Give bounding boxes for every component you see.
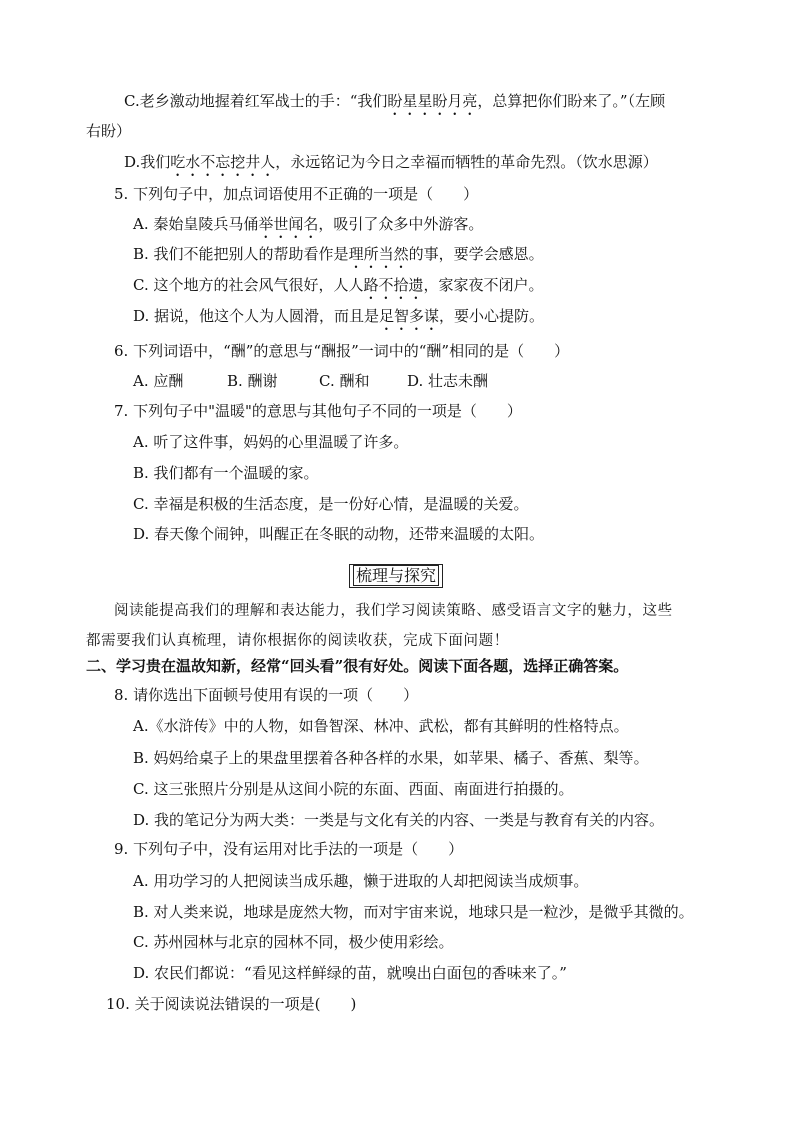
q6-option-b: B. 酬谢: [227, 372, 278, 390]
question-10-stem: 10. 关于阅读说法错误的一项是( ): [106, 995, 357, 1013]
q8-option-b: B. 妈妈给桌子上的果盘里摆着各种各样的水果，如苹果、橘子、香蕉、梨等。: [133, 749, 649, 767]
q9-option-d: D. 农民们都说：“看见这样鲜绿的苗，就嗅出白面包的香味来了。”: [133, 964, 567, 982]
question-8-stem: 8. 请你选出下面顿号使用有误的一项（ ）: [114, 686, 419, 704]
section-title: 梳理与探究: [353, 565, 439, 586]
q8-option-a: A.《水浒传》中的人物，如鲁智深、林冲、武松，都有其鲜明的性格特点。: [133, 717, 629, 735]
q6-options: [133, 370, 488, 392]
q5-option-d: D. 据说，他这个人为人圆滑，而且是足智多谋，要小心提防。: [133, 307, 545, 325]
emphasized-phrase: 吃水不忘挖井人: [170, 153, 276, 171]
question-6-stem: 6. 下列词语中，“酬”的意思与“酬报”一词中的“酬”相同的是（ ）: [114, 342, 570, 360]
q9-option-c: C. 苏州园林与北京的园林不同，极少使用彩绘。: [133, 933, 454, 951]
emphasized-phrase: 举世闻名: [258, 215, 319, 233]
q6-option-a: A. 应酬: [133, 372, 184, 390]
emphasized-phrase: 足智多谋: [379, 307, 440, 325]
emphasized-phrase: 理所当然: [348, 245, 409, 263]
question-5-stem: 5. 下列句子中，加点词语使用不正确的一项是（ ）: [114, 185, 479, 203]
q5-option-b: B. 我们不能把别人的帮助看作是理所当然的事，要学会感恩。: [133, 245, 544, 263]
question-7-stem: 7. 下列句子中"温暖"的意思与其他句子不同的一项是（ ）: [114, 402, 522, 420]
q5-option-c: C. 这个地方的社会风气很好，人人路不拾遗，家家夜不闭户。: [133, 276, 544, 294]
emphasized-phrase: 路不拾遗: [363, 276, 424, 294]
part-two-heading: 二、学习贵在温故知新，经常“回头看”很有好处。阅读下面各题，选择正确答案。: [86, 657, 629, 675]
section-intro-line1: 阅读能提高我们的理解和表达能力，我们学习阅读策略、感受语言文字的魅力，这些: [114, 603, 673, 619]
q4-option-c-line2: 右盼）: [86, 122, 132, 140]
q8-option-c: C. 这三张照片分别是从这间小院的东面、西面、南面进行拍摄的。: [133, 780, 574, 798]
q4-option-d: D.我们吃水不忘挖井人，永远铭记为今日之幸福而牺牲的革命先烈。（饮水思源）: [124, 153, 658, 171]
q6-option-d: D. 壮志未酬: [407, 372, 489, 390]
q5-option-a: A. 秦始皇陵兵马俑举世闻名，吸引了众多中外游客。: [133, 215, 484, 233]
q4-option-c-line1: C.老乡激动地握着红军战士的手：“我们盼星星盼月亮，总算把你们盼来了。”（左顾: [124, 92, 666, 110]
q8-option-d: D. 我的笔记分为两大类：一类是与文化有关的内容、一类是与教育有关的内容。: [133, 811, 665, 829]
section-title-box: [349, 564, 443, 588]
q9-option-b: B. 对人类来说，地球是庞然大物，而对宇宙来说，地球只是一粒沙，是微乎其微的。: [133, 903, 694, 921]
emphasized-phrase: 盼星星盼月亮: [387, 92, 478, 110]
q7-option-b: B. 我们都有一个温暖的家。: [133, 464, 319, 482]
section-intro-line2: 都需要我们认真梳理，请你根据你的阅读收获，完成下面问题！: [86, 633, 509, 649]
q6-option-c: C. 酬和: [319, 372, 370, 390]
q7-option-d: D. 春天像个闹钟，叫醒正在冬眠的动物，还带来温暖的太阳。: [133, 525, 545, 543]
q9-option-a: A. 用功学习的人把阅读当成乐趣，懒于进取的人却把阅读当成烦事。: [133, 872, 589, 890]
question-9-stem: 9. 下列句子中，没有运用对比手法的一项是（ ）: [114, 840, 464, 858]
q7-option-c: C. 幸福是积极的生活态度，是一份好心情，是温暖的关爱。: [133, 495, 529, 513]
q7-option-a: A. 听了这件事，妈妈的心里温暖了许多。: [133, 433, 409, 451]
